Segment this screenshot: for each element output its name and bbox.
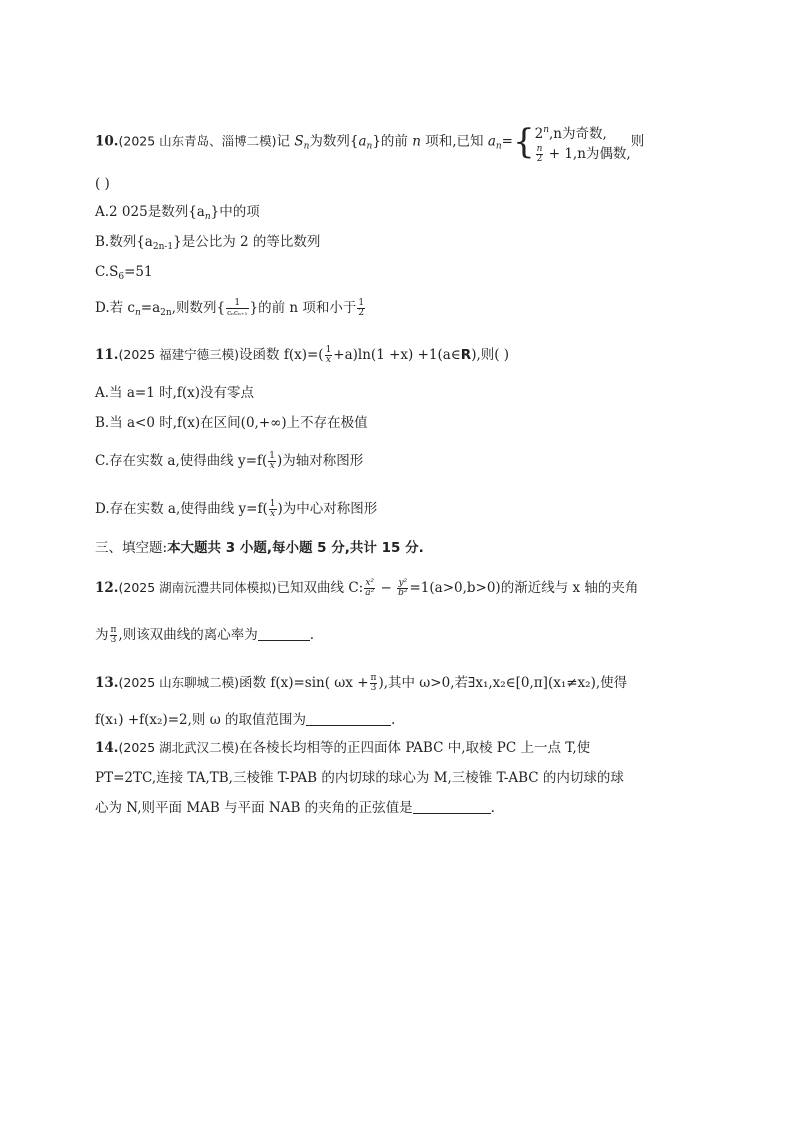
q10-line1: 10.(2025 山东青岛、淄博二模)记 $S_n$为数列$\{a_n\}$的前 n 项和,已知 $a_n=${ 2$^n$,n为奇数, $\frac{n}{2}$ + 1,n为偶数, 则 xyxy=(95,122,645,164)
q11-number: 11. xyxy=(95,347,119,363)
q14-line3: 心为 N,则平面 MAB 与平面 NAB 的夹角的正弦值是 . xyxy=(95,800,495,816)
q12-answer-blank[interactable] xyxy=(258,640,310,641)
q11-option-d: D.存在实数 a,使得曲线 y=f( $\frac{1}{x}$ )为中心对称图形 xyxy=(95,499,378,519)
q14-source: (2025 湖北武汉二模) xyxy=(118,740,240,755)
q14-number: 14. xyxy=(95,740,119,756)
q12-source: (2025 湖南沅澧共同体模拟) xyxy=(118,580,277,595)
q13-line1: 13.(2025 山东聊城二模)函数 f(x)=sin( ωx + $\frac{\pi}{3}$ ),其中 ω>0,若∃x₁,x₂∈[0,π](x₁≠x₂),使得 xyxy=(95,673,628,693)
q14-answer-blank[interactable] xyxy=(413,813,491,814)
q14-line1: 14.(2025 湖北武汉二模)在各棱长均相等的正四面体 PABC 中,取棱 PC 上一点 T,使 xyxy=(95,740,591,756)
q10-option-c: $C.S_6=51$ xyxy=(95,264,153,282)
q13-line2: f(x₁) +f(x₂)=2,则 ω 的取值范围为 . xyxy=(95,712,396,728)
q13-source: (2025 山东聊城二模) xyxy=(118,675,240,690)
q14-line2: PT=2TC,连接 TA,TB,三棱锥 T-PAB 的内切球的球心为 M,三棱锥 T-ABC 的内切球的球 xyxy=(95,770,624,786)
q11-line1: 11.(2025 福建宁德三模)设函数 f(x)=( $\frac{1}{x}$ +a)ln(1 +x) +1(a∈R),则( ) xyxy=(95,345,510,365)
q11-option-b: B.当 a<0 时,f(x)在区间(0,+∞)上不存在极值 xyxy=(95,415,368,431)
q11-source: (2025 福建宁德三模) xyxy=(118,347,240,362)
section-heading: 三、填空题:本大题共 3 小题,每小题 5 分,共计 15 分. xyxy=(95,540,424,556)
q11-option-a: A.当 a=1 时,f(x)没有零点 xyxy=(95,385,255,401)
q11-option-c: C.存在实数 a,使得曲线 y=f( $\frac{1}{x}$ )为轴对称图形 xyxy=(95,451,364,471)
q10-answer-paren: ( ) xyxy=(95,176,110,192)
q10-source: (2025 山东青岛、淄博二模) xyxy=(118,133,277,149)
q10-piecewise: { 2$^n$,n为奇数, $\frac{n}{2}$ + 1,n为偶数, xyxy=(512,122,631,164)
q13-number: 13. xyxy=(95,675,119,691)
q10-option-b: B.数列$\{a_{2n-1}\}$是公比为 2 的等比数列 xyxy=(95,234,321,252)
q13-answer-blank[interactable] xyxy=(306,725,391,726)
q10-option-a: A.2 025是数列$\{a_n\}$中的项 xyxy=(95,204,260,222)
q10-option-d: D.若 $c_n=a_{2n}$,则数列{ $\frac{1}{\text{cₙcₙ₊₁}}$ }的前 n 项和小于 $\frac{1}{2}$ xyxy=(95,298,365,318)
q12-number: 12. xyxy=(95,580,119,596)
q12-line2: 为 $\frac{\pi}{3}$ ,则该双曲线的离心率为 . xyxy=(95,625,315,645)
q10-number: 10. xyxy=(95,133,119,150)
q12-line1: 12.(2025 湖南沅澧共同体模拟)已知双曲线 C: $\frac{\text{x²}}{\text{a²}}$ − $\frac{\text{y²}}{\text{b²}}$ =1(a>0,b>0)的渐近线与 x 轴的夹角 xyxy=(95,578,639,598)
